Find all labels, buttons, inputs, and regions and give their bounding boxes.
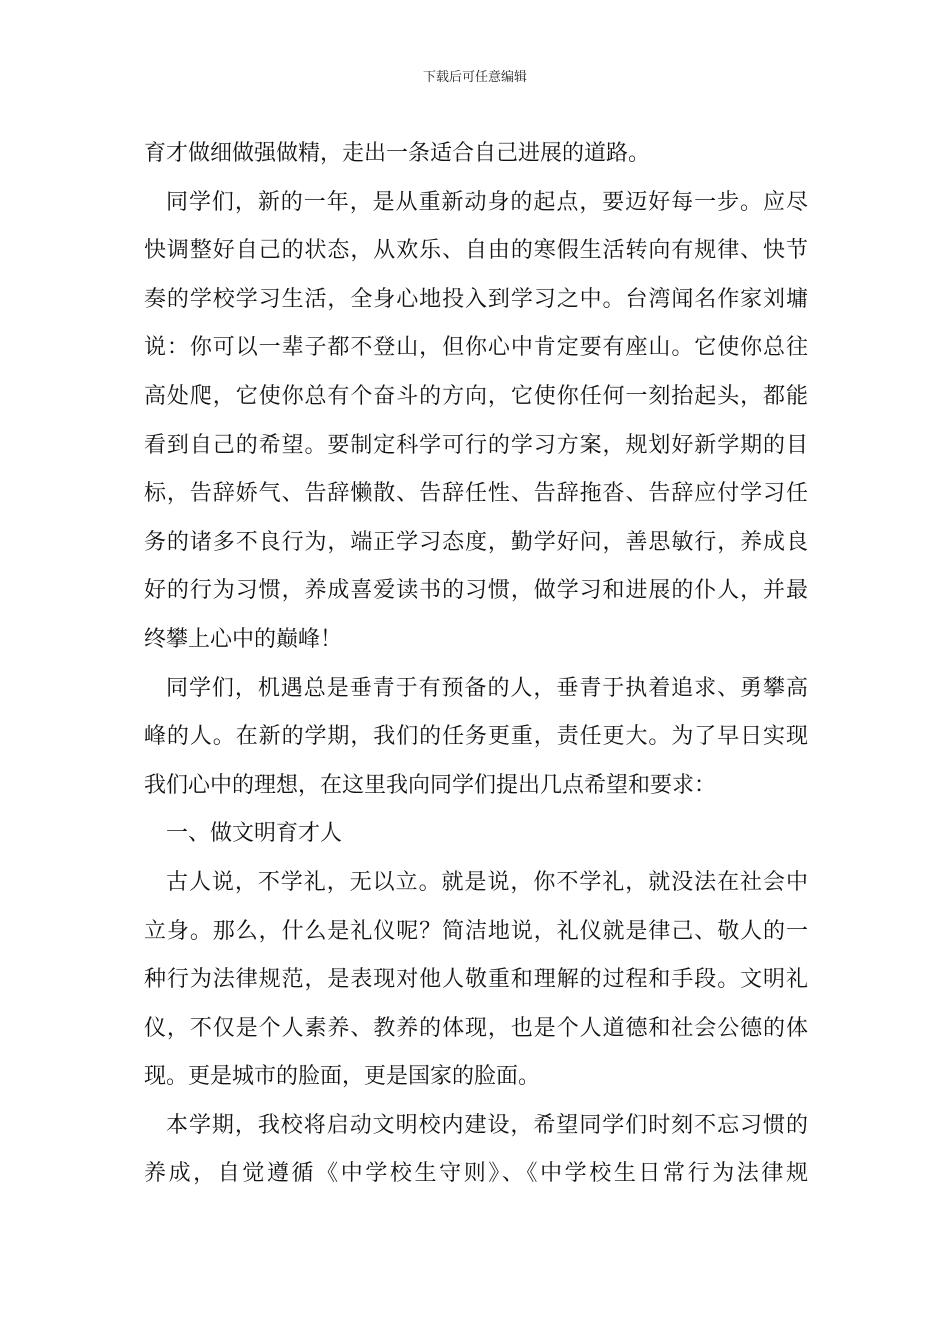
text-line: 现。更是城市的脸面，更是国家的脸面。	[144, 1064, 541, 1090]
text-line: 快调整好自己的状态，从欢乐、自由的寒假生活转向有规律、快节	[144, 238, 808, 264]
text-line: 古人说，不学礼，无以立。就是说，你不学礼，就没法在社会中	[166, 869, 808, 895]
text-line: 种行为法律规范，是表现对他人敬重和理解的过程和手段。文明礼	[144, 967, 808, 993]
text-line: 仪，不仅是个人素养、教养的体现，也是个人道德和社会公德的体	[144, 1015, 808, 1041]
text-line: 高处爬，它使你总有个奋斗的方向，它使你任何一刻抬起头，都能	[144, 383, 808, 409]
text-line: 同学们，新的一年，是从重新动身的起点，要迈好每一步。应尽	[166, 189, 808, 215]
text-line: 本学期，我校将启动文明校内建设，希望同学们时刻不忘习惯的	[166, 1112, 808, 1138]
text-line: 一、做文明育才人	[166, 821, 343, 847]
document-body	[144, 130, 808, 1199]
text-line: 奏的学校学习生活，全身心地投入到学习之中。台湾闻名作家刘墉	[144, 286, 808, 312]
text-line: 务的诸多不良行为，端正学习态度，勤学好问，善思敏行，养成良	[144, 529, 808, 555]
text-line: 同学们，机遇总是垂青于有预备的人，垂青于执着追求、勇攀高	[166, 675, 808, 701]
text-line: 立身。那么，什么是礼仪呢？简洁地说，礼仪就是律己、敬人的一	[144, 918, 808, 944]
text-line: 看到自己的希望。要制定科学可行的学习方案，规划好新学期的目	[144, 432, 808, 458]
text-line: 我们心中的理想，在这里我向同学们提出几点希望和要求：	[144, 772, 717, 798]
text-line: 说：你可以一辈子都不登山，但你心中肯定要有座山。它使你总往	[144, 335, 808, 361]
text-line: 养成，自觉遵循《中学校生守则》、《中学校生日常行为法律规	[144, 1161, 808, 1187]
text-line: 标，告辞娇气、告辞懒散、告辞任性、告辞拖沓、告辞应付学习任	[144, 481, 808, 507]
text-line: 终攀上心中的巅峰！	[144, 626, 343, 652]
header-note: 下载后可任意编辑	[422, 70, 527, 85]
text-line: 峰的人。在新的学期，我们的任务更重，责任更大。为了早日实现	[144, 724, 808, 750]
text-line: 育才做细做强做精，走出一条适合自己进展的道路。	[144, 141, 651, 166]
text-line: 好的行为习惯，养成喜爱读书的习惯，做学习和进展的仆人，并最	[144, 578, 808, 604]
